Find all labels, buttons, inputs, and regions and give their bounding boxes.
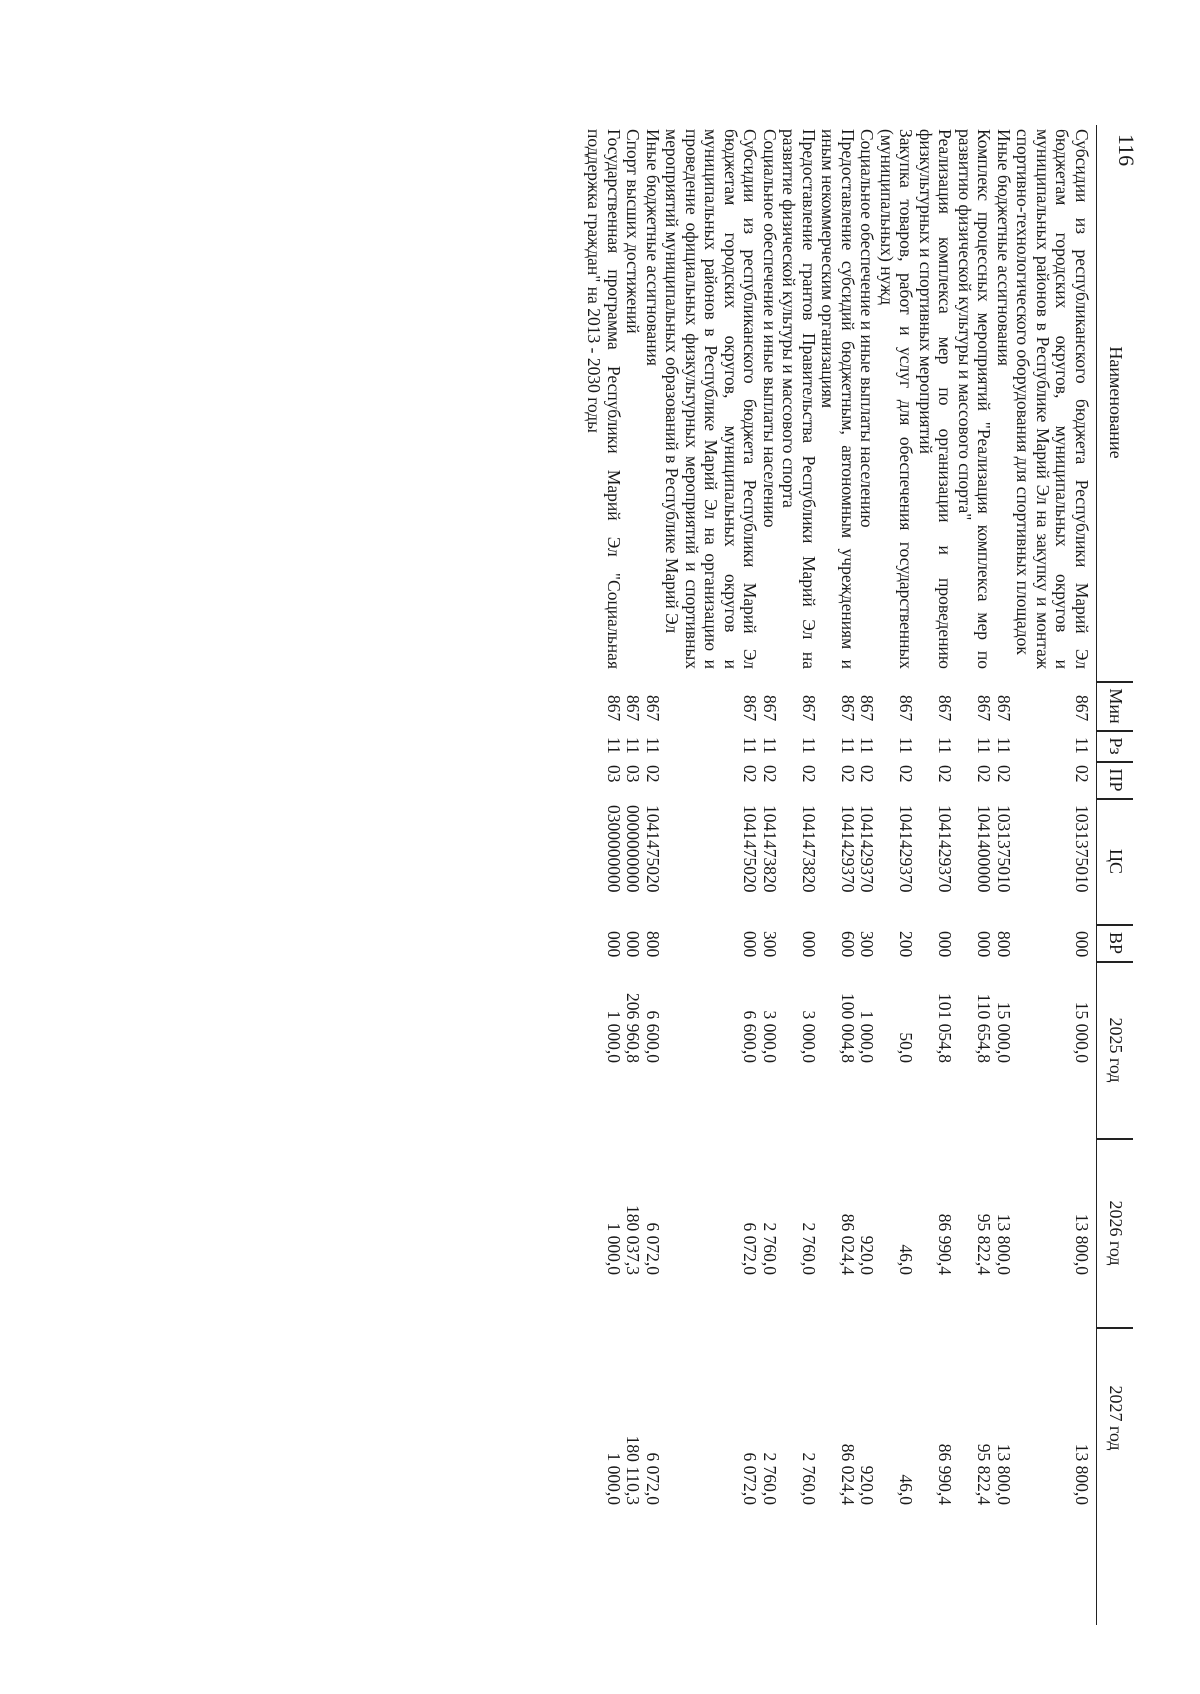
row-pr: 03 [604, 765, 624, 783]
row-year-2025: 50,0 [896, 1032, 917, 1063]
row-vr: 800 [994, 931, 1014, 958]
row-min: 867 [857, 695, 878, 722]
table-row [877, 125, 916, 1625]
row-min: 867 [623, 695, 644, 722]
row-year-2026: 6 072,0 [740, 1222, 761, 1275]
row-cs: 1041429370 [857, 805, 878, 893]
header-2026: 2026 год [1106, 1200, 1126, 1266]
row-min: 867 [1072, 695, 1092, 722]
table-header [1096, 125, 1135, 1625]
row-vr: 000 [623, 931, 644, 958]
row-year-2026: 46,0 [896, 1244, 917, 1275]
row-name: Социальное обеспечение и иные выплаты населению [857, 129, 878, 528]
row-rz: 11 [838, 737, 858, 754]
row-year-2025: 110 654,8 [974, 993, 995, 1063]
table-row [818, 125, 857, 1625]
row-year-2027: 2 760,0 [760, 1452, 780, 1505]
row-pr: 02 [799, 765, 819, 783]
row-year-2026: 2 760,0 [799, 1222, 819, 1275]
row-min: 867 [994, 695, 1014, 722]
row-vr: 300 [760, 931, 780, 958]
row-vr: 000 [935, 931, 956, 958]
table-row [662, 125, 760, 1625]
header-2025: 2025 год [1106, 1017, 1126, 1083]
row-name: Предоставление грантов Правительства Республики Марий Эл на развитие физической культуры и массового спорта [779, 129, 819, 669]
row-name: Социальное обеспечение и иные выплаты населению [760, 129, 780, 528]
row-name: Комплекс процессных мероприятий "Реализация комплекса мер по развитию физической культуры и массового спорта" [955, 129, 995, 669]
row-pr: 02 [994, 765, 1014, 783]
table-row [779, 125, 818, 1625]
header-2027: 2027 год [1106, 1385, 1126, 1451]
row-year-2026: 86 024,4 [838, 1213, 858, 1275]
row-rz: 11 [623, 737, 644, 754]
row-year-2027: 6 072,0 [643, 1452, 663, 1505]
header-min: Мин [1106, 688, 1126, 724]
page-number: 116 [1114, 133, 1139, 167]
row-cs: 1041473820 [760, 805, 780, 893]
row-cs: 1041429370 [896, 805, 917, 893]
row-year-2027: 95 822,4 [974, 1443, 995, 1505]
row-pr: 02 [760, 765, 780, 783]
row-name: Субсидии из республиканского бюджета Республики Марий Эл бюджетам городских округов, муниципальных округов и муниципальных районов в Республике Марий Эл на закупку и монтаж спортивно-технологического оборудования для спортивных площадок [1013, 129, 1092, 669]
row-year-2025: 3 000,0 [760, 1010, 780, 1063]
row-year-2025: 206 960,8 [623, 993, 644, 1063]
table-row [955, 125, 994, 1625]
row-cs: 1041475020 [740, 805, 761, 893]
row-year-2027: 46,0 [896, 1474, 917, 1505]
row-year-2026: 86 990,4 [935, 1213, 956, 1275]
row-year-2025: 101 054,8 [935, 993, 956, 1063]
row-year-2026: 180 037,3 [623, 1205, 644, 1275]
row-year-2027: 13 800,0 [994, 1443, 1014, 1505]
row-year-2026: 13 800,0 [994, 1213, 1014, 1275]
row-cs: 1041400000 [974, 805, 995, 893]
row-rz: 11 [643, 737, 663, 754]
row-name: Предоставление субсидий бюджетным, автономным учреждениям и иным некоммерческим организациям [818, 129, 858, 669]
row-year-2027: 13 800,0 [1072, 1443, 1092, 1505]
header-pr: ПР [1106, 768, 1126, 792]
row-vr: 000 [1072, 931, 1092, 958]
row-cs: 1041475020 [643, 805, 663, 893]
table-row [584, 125, 623, 1625]
row-year-2026: 13 800,0 [1072, 1213, 1092, 1275]
row-cs: 1041429370 [838, 805, 858, 893]
row-year-2025: 1 000,0 [604, 1010, 624, 1063]
row-vr: 000 [740, 931, 761, 958]
row-name: Государственная программа Республики Марий Эл "Социальная поддержка граждан" на 2013 - 2030 годы [584, 129, 624, 669]
row-rz: 11 [994, 737, 1014, 754]
row-year-2027: 2 760,0 [799, 1452, 819, 1505]
table-row [857, 125, 877, 1625]
row-rz: 11 [857, 737, 878, 754]
row-year-2025: 6 600,0 [740, 1010, 761, 1063]
table-row [1013, 125, 1091, 1625]
row-year-2026: 95 822,4 [974, 1213, 995, 1275]
row-name: Спорт высших достижений [623, 129, 644, 334]
row-pr: 02 [857, 765, 878, 783]
row-name: Иные бюджетные ассигнования [643, 129, 663, 366]
row-year-2026: 920,0 [857, 1235, 878, 1275]
row-year-2027: 180 110,3 [623, 1435, 644, 1505]
row-year-2027: 1 000,0 [604, 1452, 624, 1505]
row-vr: 000 [974, 931, 995, 958]
row-pr: 02 [740, 765, 761, 783]
row-vr: 600 [838, 931, 858, 958]
row-pr: 03 [623, 765, 644, 783]
row-cs: 0300000000 [604, 805, 624, 893]
table-row [916, 125, 955, 1625]
row-year-2025: 1 000,0 [857, 1010, 878, 1063]
header-vr: ВР [1106, 931, 1126, 955]
row-year-2027: 86 990,4 [935, 1443, 956, 1505]
row-name: Субсидии из республиканского бюджета Республики Марий Эл бюджетам городских округов, муниципальных округов и муниципальных районов в Республике Марий Эл на организацию и проведение официальных физкультурных мероприятий и спортивных мероприятий муниципальных образований в Республике Марий Эл [662, 129, 761, 669]
table-row [994, 125, 1014, 1625]
row-vr: 800 [643, 931, 663, 958]
row-pr: 02 [838, 765, 858, 783]
row-min: 867 [838, 695, 858, 722]
row-year-2027: 6 072,0 [740, 1452, 761, 1505]
row-name: Реализация комплекса мер по организации и проведению физкультурных и спортивных мероприятий [916, 129, 956, 669]
row-vr: 000 [604, 931, 624, 958]
row-name: Закупка товаров, работ и услуг для обеспечения государственных (муниципальных) нужд [877, 129, 917, 669]
row-pr: 02 [643, 765, 663, 783]
budget-table [215, 125, 1135, 1625]
row-rz: 11 [760, 737, 780, 754]
row-rz: 11 [935, 737, 956, 754]
row-year-2026: 2 760,0 [760, 1222, 780, 1275]
row-cs: 1031375010 [1072, 805, 1092, 893]
row-cs: 0000000000 [623, 805, 644, 893]
row-vr: 300 [857, 931, 878, 958]
row-rz: 11 [604, 737, 624, 754]
row-min: 867 [896, 695, 917, 722]
row-pr: 02 [896, 765, 917, 783]
header-cs: ЦС [1106, 848, 1126, 874]
table-row [623, 125, 643, 1625]
header-name: Наименование [1106, 346, 1126, 459]
row-rz: 11 [974, 737, 995, 754]
row-year-2025: 3 000,0 [799, 1010, 819, 1063]
row-rz: 11 [799, 737, 819, 754]
row-vr: 000 [799, 931, 819, 958]
row-pr: 02 [935, 765, 956, 783]
table-row [760, 125, 780, 1625]
row-year-2026: 6 072,0 [643, 1222, 663, 1275]
row-rz: 11 [1072, 737, 1092, 754]
row-pr: 02 [974, 765, 995, 783]
row-min: 867 [935, 695, 956, 722]
row-min: 867 [643, 695, 663, 722]
row-year-2025: 6 600,0 [643, 1010, 663, 1063]
table-row [643, 125, 663, 1625]
row-cs: 1031375010 [994, 805, 1014, 893]
row-year-2027: 86 024,4 [838, 1443, 858, 1505]
row-pr: 02 [1072, 765, 1092, 783]
row-min: 867 [604, 695, 624, 722]
row-vr: 200 [896, 931, 917, 958]
table-body [584, 125, 1091, 1625]
row-year-2025: 100 004,8 [838, 993, 858, 1063]
row-rz: 11 [740, 737, 761, 754]
row-rz: 11 [896, 737, 917, 754]
row-min: 867 [740, 695, 761, 722]
row-year-2025: 15 000,0 [1072, 1001, 1092, 1063]
row-year-2025: 15 000,0 [994, 1001, 1014, 1063]
row-min: 867 [760, 695, 780, 722]
row-year-2026: 1 000,0 [604, 1222, 624, 1275]
header-rz: Рз [1106, 737, 1126, 755]
row-cs: 1041429370 [935, 805, 956, 893]
row-year-2027: 920,0 [857, 1465, 878, 1505]
row-name: Иные бюджетные ассигнования [994, 129, 1014, 366]
row-min: 867 [799, 695, 819, 722]
row-min: 867 [974, 695, 995, 722]
row-cs: 1041473820 [799, 805, 819, 893]
